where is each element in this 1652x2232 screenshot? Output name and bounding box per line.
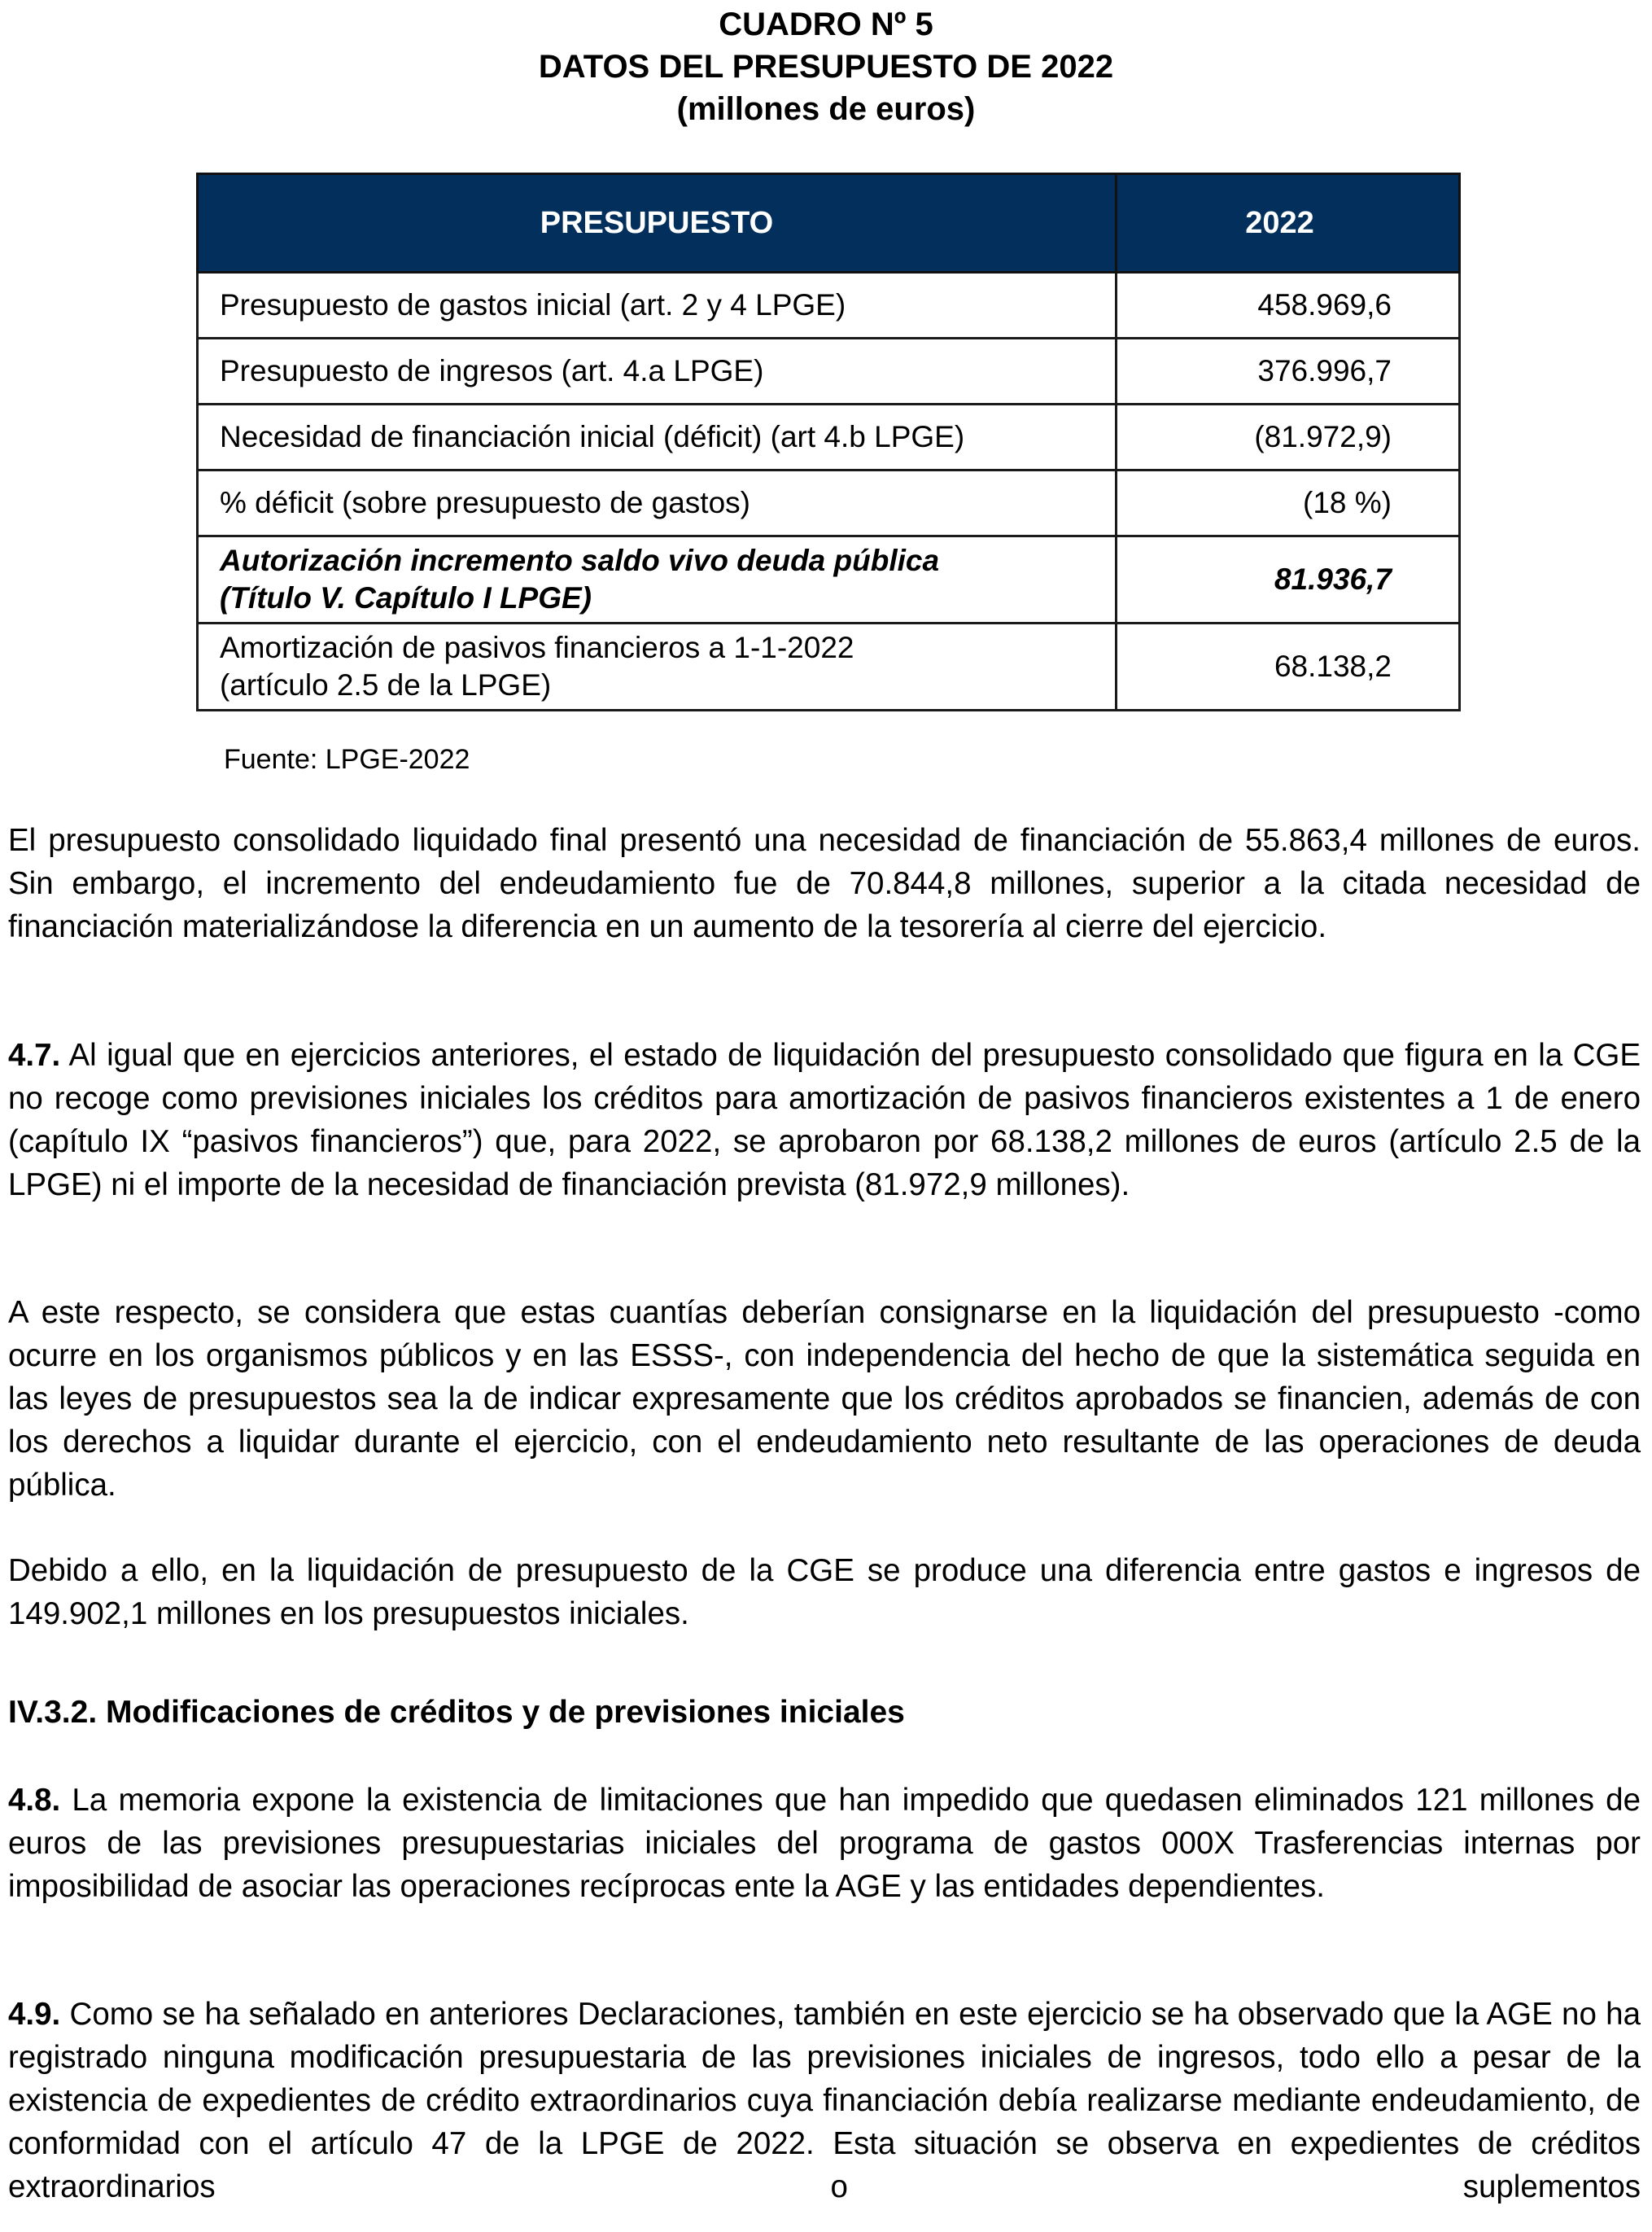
paragraph-difference: Debido a ello, en la liquidación de presupuesto de la CGE se produce una diferencia entre gastos e ingresos de 149.902,1 millones en los presupuestos iniciales. <box>8 1553 1641 1631</box>
row-label: Presupuesto de gastos inicial (art. 2 y 4 LPGE) <box>198 273 1117 339</box>
table-row <box>198 624 1460 711</box>
paragraph-4-7 <box>8 1034 1641 1206</box>
paragraph-respect: A este respecto, se considera que estas cuantías deberían consignarse en la liquidación del presupuesto -como ocurre en los organismos públicos y en las ESSS-, con independencia del hecho de que la sistemática seguida en las leyes de presupuestos sea la de indicar expresamente que los créditos aprobados se financien, además de con los derechos a liquidar durante el ejercicio, con el endeudamiento neto resultante de las operaciones de deuda pública. <box>8 1295 1641 1503</box>
caption-number: CUADRO Nº 5 <box>719 7 933 42</box>
table-row <box>198 470 1460 536</box>
paragraph-4-9 <box>8 1993 1641 2208</box>
table-caption <box>0 3 1652 130</box>
row-value: (81.972,9) <box>1117 405 1460 470</box>
table-row <box>198 536 1460 624</box>
caption-units: (millones de euros) <box>676 91 976 127</box>
paragraph-text: Al igual que en ejercicios anteriores, el estado de liquidación del presupuesto consolidado que figura en la CGE no recoge como previsiones iniciales los créditos para amortización de pasivos financieros existentes a 1 de enero (capítulo IX “pasivos financieros”) que, para 2022, se aprobaron por 68.138,2 millones de euros (artículo 2.5 de la LPGE) ni el importe de la necesidad de financiación prevista (81.972,9 millones). <box>8 1038 1641 1202</box>
section-heading: IV.3.2. Modificaciones de créditos y de previsiones iniciales <box>8 1695 905 1730</box>
row-label: % déficit (sobre presupuesto de gastos) <box>198 470 1117 536</box>
row-label: Presupuesto de ingresos (art. 4.a LPGE) <box>198 339 1117 405</box>
paragraph-financing-need: El presupuesto consolidado liquidado final presentó una necesidad de financiación de 55.863,4 millones de euros. Sin embargo, el incremento del endeudamiento fue de 70.844,8 millones, superior a la citada necesidad de financiación materializándose la diferencia en un aumento de la tesorería al cierre del ejercicio. <box>8 823 1641 944</box>
paragraph-text: La memoria expone la existencia de limitaciones que han impedido que quedasen eliminados 121 millones de euros de las previsiones presupuestarias iniciales del programa de gastos 000X Trasferencias internas por imposibilidad de asociar las operaciones recíprocas ente la AGE y las entidades dependientes. <box>8 1783 1641 1904</box>
paragraph-4-8 <box>8 1779 1641 1908</box>
paragraph-number: 4.7. <box>8 1038 61 1073</box>
caption-title: DATOS DEL PRESUPUESTO DE 2022 <box>538 49 1114 85</box>
table-source-note: Fuente: LPGE-2022 <box>224 744 470 775</box>
column-header-year: 2022 <box>1117 174 1460 273</box>
row-label-line: (Título V. Capítulo I LPGE) <box>220 581 592 615</box>
row-label-line: Autorización incremento saldo vivo deuda pública <box>220 544 940 577</box>
row-label <box>198 536 1117 624</box>
column-header-presupuesto: PRESUPUESTO <box>198 174 1117 273</box>
row-label-line: Amortización de pasivos financieros a 1-1-2022 <box>220 631 854 664</box>
paragraph-number: 4.8. <box>8 1783 61 1818</box>
row-value: 68.138,2 <box>1117 624 1460 711</box>
row-value: 376.996,7 <box>1117 339 1460 405</box>
table-row <box>198 339 1460 405</box>
row-label-line: (artículo 2.5 de la LPGE) <box>220 668 552 702</box>
paragraph-text: Como se ha señalado en anteriores Declaraciones, también en este ejercicio se ha observado que la AGE no ha registrado ninguna modificación presupuestaria de las previsiones iniciales de ingresos, todo ello a pesar de la existencia de expedientes de crédito extraordinarios cuya financiación debía realizarse mediante endeudamiento, de conformidad con el artículo 47 de la LPGE de 2022. Esta situación se observa en expedientes de créditos extraordinarios o suplementos <box>8 1997 1641 2204</box>
paragraph-number: 4.9. <box>8 1997 61 2032</box>
table-header-row <box>198 174 1460 273</box>
row-value: 81.936,7 <box>1117 536 1460 624</box>
table-row <box>198 405 1460 470</box>
row-label: Necesidad de financiación inicial (déficit) (art 4.b LPGE) <box>198 405 1117 470</box>
row-label <box>198 624 1117 711</box>
row-value: (18 %) <box>1117 470 1460 536</box>
row-value: 458.969,6 <box>1117 273 1460 339</box>
table-row <box>198 273 1460 339</box>
budget-table <box>196 173 1461 711</box>
